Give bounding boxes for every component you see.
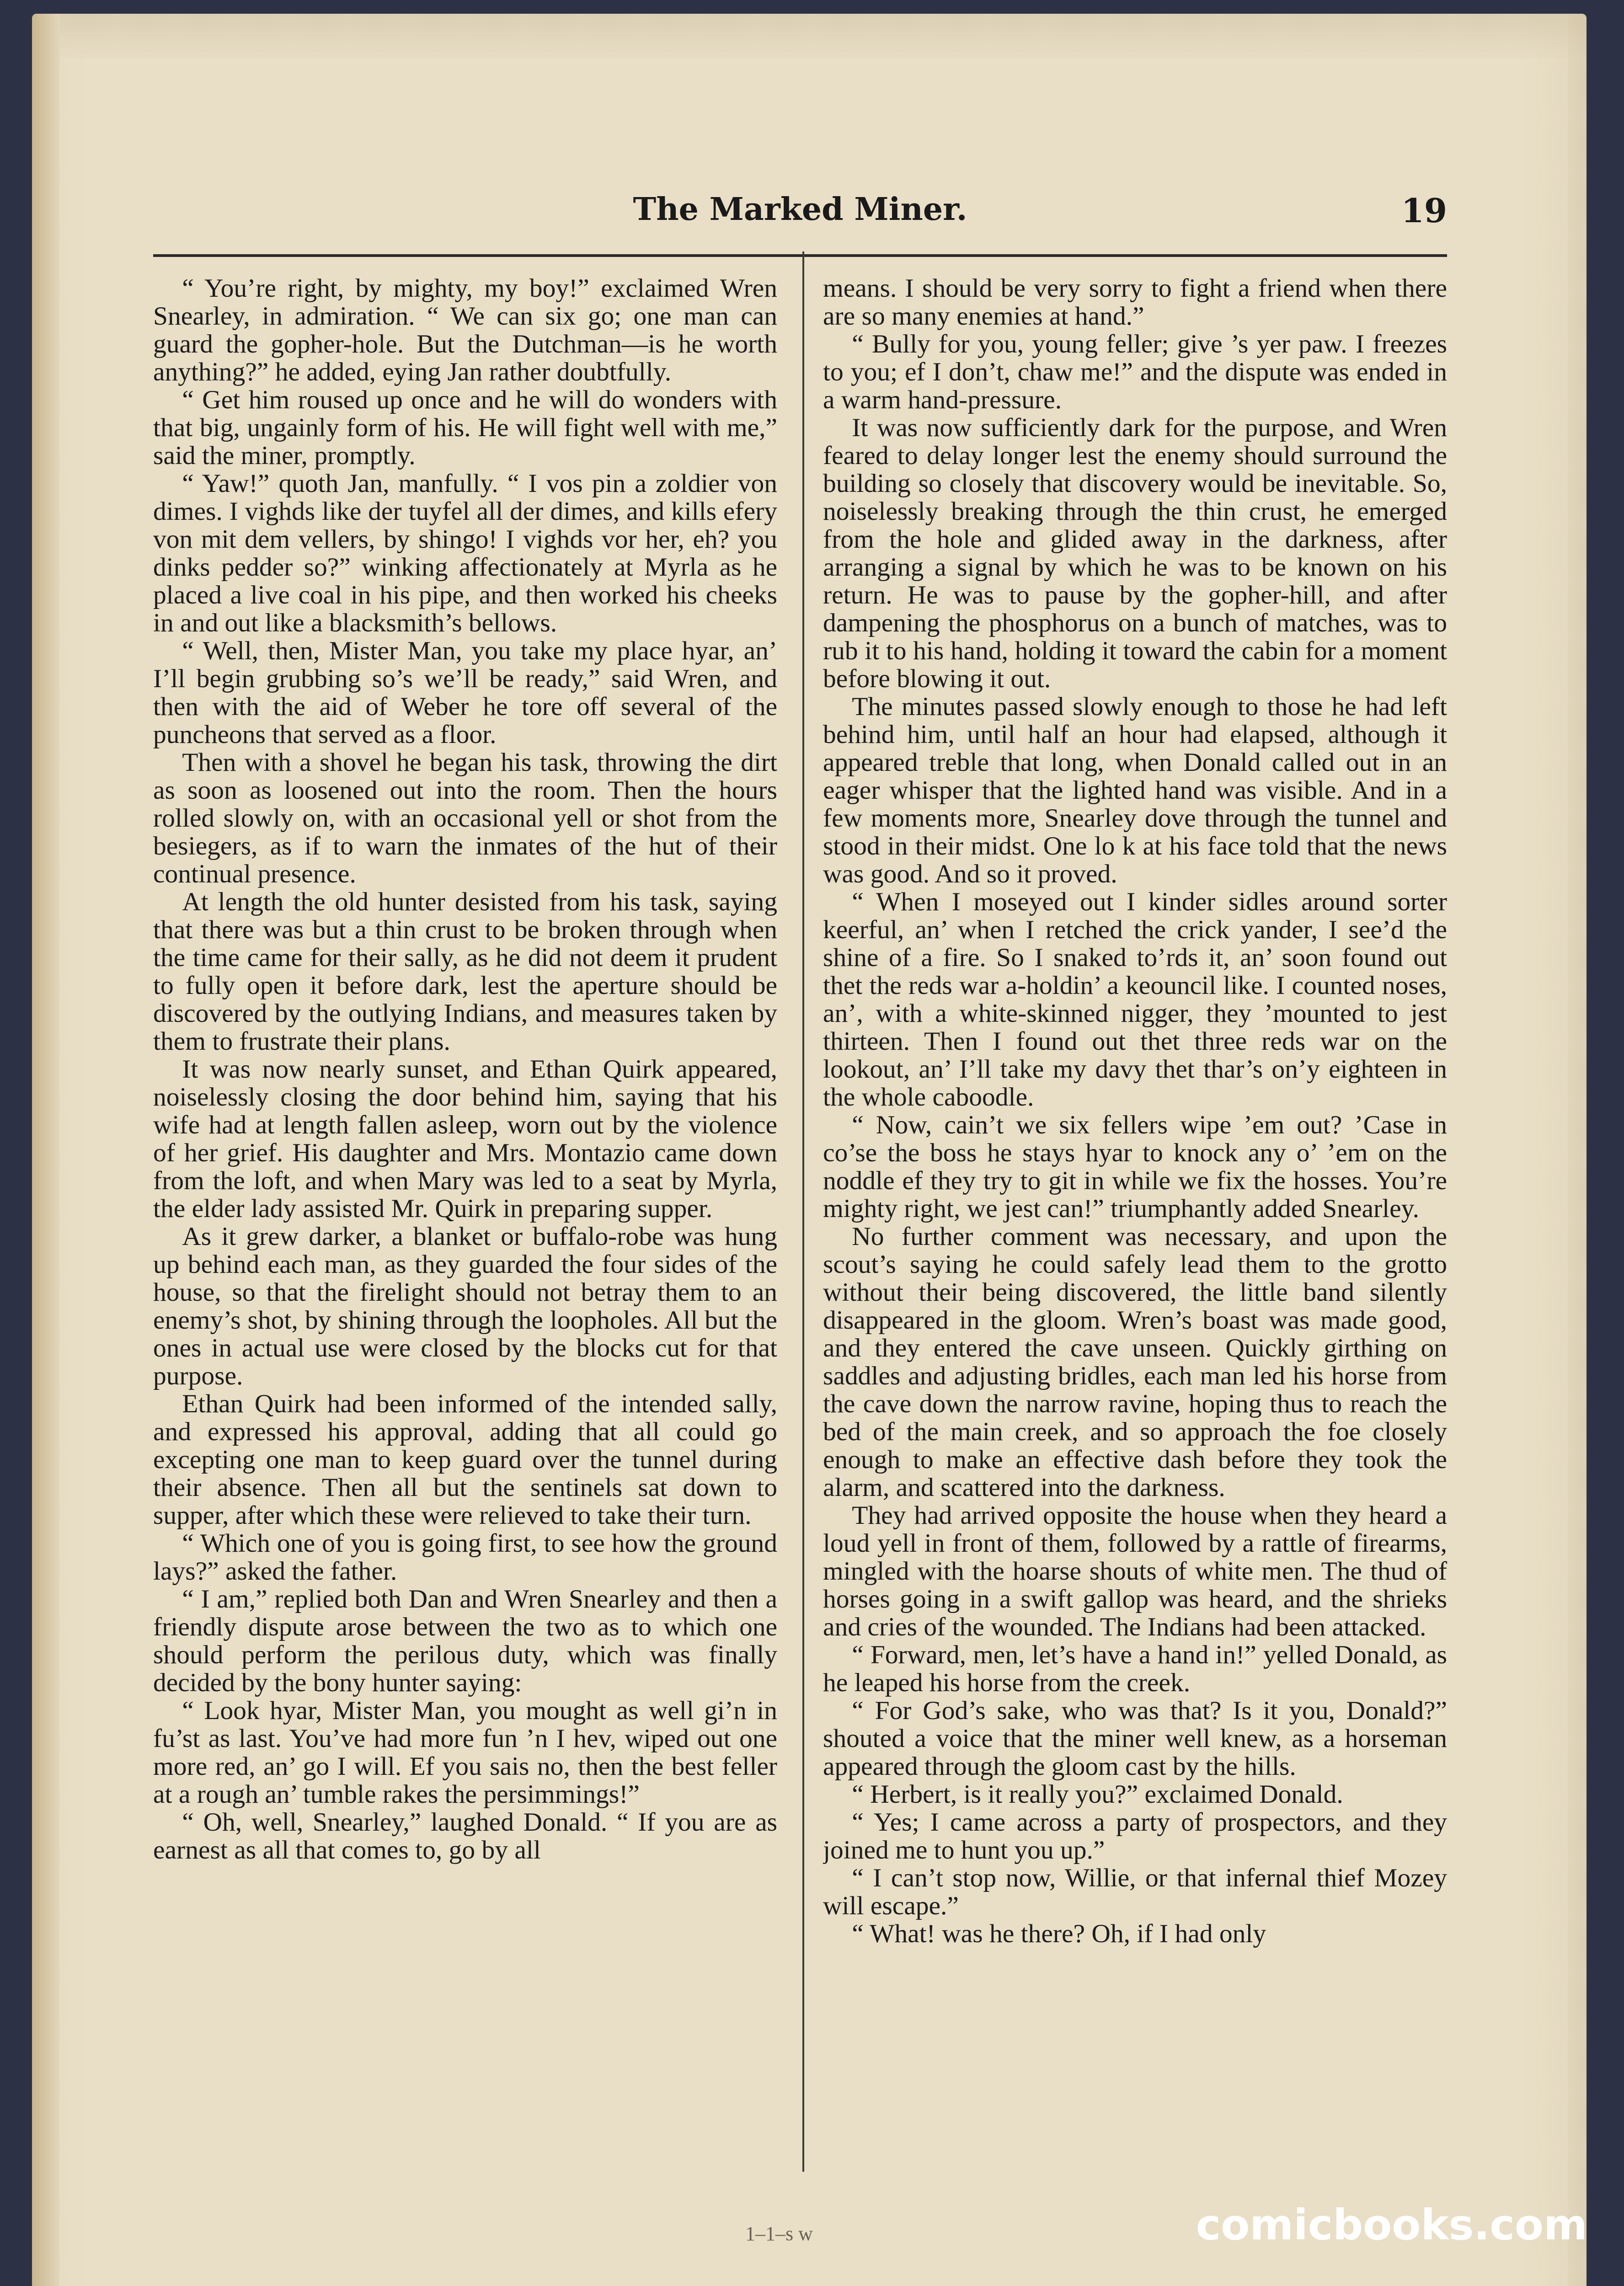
paragraph-continuation: means. I should be very sorry to fight a friend when there are so many enemies at hand.” [823, 274, 1447, 331]
watermark: comicbooks.com [1196, 2201, 1587, 2249]
paragraph: “ Now, cain’t we six fellers wipe ’em out? ’Case in co’se the boss he stays hyar to knock any o’ ’em on the noddle ef they try to git in while we fix the hosses. You’re mighty right, we jest can!” triumphantly added Snearley. [823, 1111, 1447, 1223]
paragraph: “ I am,” replied both Dan and Wren Snearley and then a friendly dispute arose between the two as to which one should perform the perilous duty, which was finally decided by the bony hunter saying: [153, 1585, 777, 1697]
magazine-page [32, 14, 1587, 2286]
paragraph: “ Get him roused up once and he will do wonders with that big, ungainly form of his. He will fight well with me,” said the miner, promptly. [153, 385, 777, 470]
paragraph: “ Well, then, Mister Man, you take my place hyar, an’ I’ll begin grubbing so’s we’ll be ready,” said Wren, and then with the aid of Weber he tore off several of the puncheons that served as a floor. [153, 636, 777, 749]
running-head [153, 191, 1447, 246]
paragraph: “ Bully for you, young feller; give ’s yer paw. I freezes to you; ef I don’t, chaw me!” and the dispute was ended in a warm hand-pressure. [823, 330, 1447, 414]
page-spine [32, 14, 59, 2286]
paragraph: “ You’re right, by mighty, my boy!” exclaimed Wren Snearley, in admiration. “ We can six go; one man can guard the gopher-hole. But the Dutchman—is he worth anything?” he added, eying Jan rather doubtfully. [153, 274, 777, 386]
paragraph: “ I can’t stop now, Willie, or that infernal thief Mozey will escape.” [823, 1864, 1447, 1920]
paragraph: “ For God’s sake, who was that? Is it you, Donald?” shouted a voice that the miner well knew, as a horseman appeared through the gloom cast by the hills. [823, 1696, 1447, 1781]
paragraph: No further comment was necessary, and upon the scout’s saying he could safely lead them to the grotto without their being discovered, the little band silently disappeared in the gloom. Wren’s boast was made good, and they entered the cave unseen. Quickly girthing on saddles and adjusting bridles, each man led his horse from the cave down the narrow ravine, hoping thus to reach the bed of the main creek, and so approach the foe closely enough to make an effective dash before they took the alarm, and scattered into the darkness. [823, 1222, 1447, 1502]
paragraph: “ Yaw!” quoth Jan, manfully. “ I vos pin a zoldier von dimes. I vighds like der tuyfel all der dimes, and kills efery von mit dem vellers, by shingo! I vighds vor her, eh? you dinks pedder so?” winking affectionately at Myrla as he placed a live coal in his pipe, and then worked his cheeks in and out like a blacksmith’s bellows. [153, 469, 777, 637]
header-rule [153, 254, 1447, 257]
paragraph: “ Herbert, is it really you?” exclaimed Donald. [852, 1780, 1343, 1809]
paragraph: “ Which one of you is going first, to see how the ground lays?” asked the father. [153, 1529, 777, 1586]
paragraph: As it grew darker, a blanket or buffalo-robe was hung up behind each man, as they guarded the four sides of the house, so that the firelight should not betray them to an enemy’s shot, by shining through the loopholes. All but the ones in actual use were closed by the blocks cut for that purpose. [153, 1222, 777, 1390]
paragraph: Then with a shovel he began his task, throwing the dirt as soon as loosened out into the room. Then the hours rolled slowly on, with an occasional yell or shot from the besiegers, as if to warn the inmates of the hut of their continual presence. [153, 748, 777, 888]
paragraph: “ What! was he there? Oh, if I had only [852, 1919, 1266, 1948]
paragraph: “ Oh, well, Snearley,” laughed Donald. “ If you are as earnest as all that comes to, go by all [153, 1808, 777, 1864]
page-number: 19 [1401, 191, 1447, 230]
paragraph: “ Forward, men, let’s have a hand in!” yelled Donald, as he leaped his horse from the creek. [823, 1640, 1447, 1697]
paragraph: “ When I moseyed out I kinder sidles around sorter keerful, an’ when I retched the crick yander, I see’d the shine of a fire. So I snaked to’rds it, an’ soon found out thet the reds war a-holdin’ a keouncil like. I counted noses, an’, with a white-skinned nigger, they ’mounted to jest thirteen. Then I found out thet three reds war on the lookout, an’ I’ll take my davy thet thar’s on’y eighteen in the whole caboodle. [823, 887, 1447, 1111]
running-title: The Marked Miner. [633, 191, 967, 228]
folio-mark: 1–1–s w [745, 2222, 813, 2245]
left-column [153, 274, 777, 2172]
paragraph: “ Yes; I came across a party of prospectors, and they joined me to hunt you up.” [823, 1808, 1447, 1864]
paragraph: They had arrived opposite the house when they heard a loud yell in front of them, followed by a rattle of firearms, mingled with the hoarse shouts of white men. The thud of horses going in a swift gallop was heard, and the shrieks and cries of the wounded. The Indians had been attacked. [823, 1501, 1447, 1641]
right-column [823, 274, 1447, 2172]
paragraph: It was now sufficiently dark for the purpose, and Wren feared to delay longer lest the enemy should surround the building so closely that discovery would be inevitable. So, noiselessly breaking through the thin crust, he emerged from the hole and glided away in the darkness, after arranging a signal by which he was to be known on his return. He was to pause by the gopher-hill, and after dampening the phosphorus on a bunch of matches, was to rub it to his hand, holding it toward the cabin for a moment before blowing it out. [823, 413, 1447, 693]
paragraph: It was now nearly sunset, and Ethan Quirk appeared, noiselessly closing the door behind him, saying that his wife had at length fallen asleep, worn out by the violence of her grief. His daughter and Mrs. Montazio came down from the loft, and when Mary was led to a seat by Myrla, the elder lady assisted Mr. Quirk in preparing supper. [153, 1055, 777, 1223]
paragraph: At length the old hunter desisted from his task, saying that there was but a thin crust to be broken through when the time came for their sally, as he did not deem it prudent to fully open it before dark, lest the aperture should be discovered by the outlying Indians, and measures taken by them to frustrate their plans. [153, 887, 777, 1056]
paragraph: The minutes passed slowly enough to those he had left behind him, until half an hour had elapsed, although it appeared treble that long, when Donald called out in an eager whisper that the lighted hand was visible. And in a few moments more, Snearley dove through the tunnel and stood in their midst. One lo k at his face told that the news was good. And so it proved. [823, 692, 1447, 888]
paragraph: Ethan Quirk had been informed of the intended sally, and expressed his approval, adding that all could go excepting one man to keep guard over the tunnel during their absence. Then all but the sentinels sat down to supper, after which these were relieved to take their turn. [153, 1389, 777, 1530]
paragraph: “ Look hyar, Mister Man, you mought as well gi’n in fu’st as last. You’ve had more fun ’n I hev, wiped out one more red, an’ go I will. Ef you sais no, then the best feller at a rough an’ tumble rakes the persimmings!” [153, 1696, 777, 1809]
column-divider [802, 251, 804, 2172]
